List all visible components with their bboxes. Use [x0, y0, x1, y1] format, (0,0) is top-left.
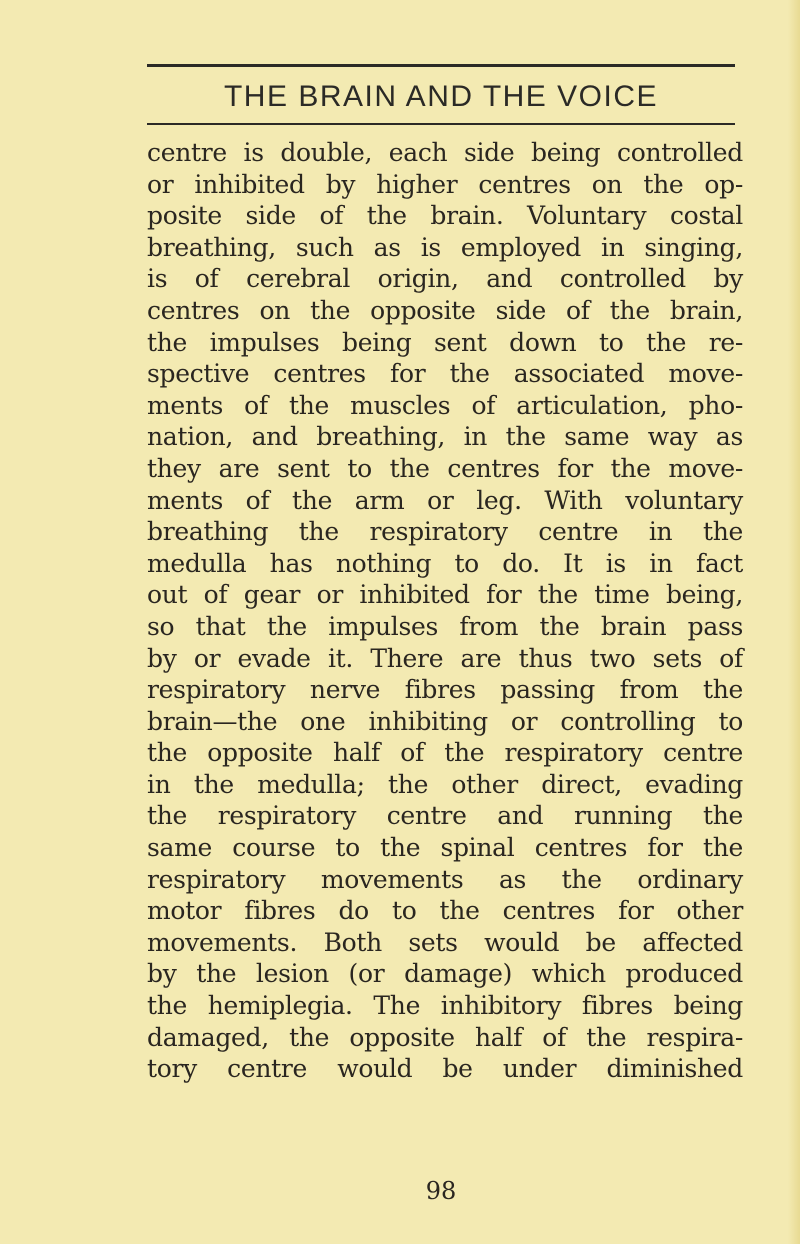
text-line: centres on the opposite side of the brain, — [147, 295, 743, 325]
text-line: or inhibited by higher centres on the op- — [147, 169, 743, 199]
text-line: ments of the arm or leg. With voluntary — [147, 485, 743, 515]
text-line: in the medulla; the other direct, evading — [147, 769, 743, 799]
text-line: ments of the muscles of articulation, pho- — [147, 390, 743, 420]
running-head: THE BRAIN AND THE VOICE — [223, 80, 659, 113]
text-line: by or evade it. There are thus two sets of — [147, 643, 743, 673]
page-number: 98 — [425, 1177, 457, 1205]
text-line: the hemiplegia. The inhibitory fibres being — [147, 991, 743, 1021]
text-line: posite side of the brain. Voluntary costal — [147, 201, 743, 231]
page-edge-shadow — [788, 0, 800, 1244]
text-line: medulla has nothing to do. It is in fact — [147, 548, 743, 578]
text-line: centre is double, each side being controlled — [147, 138, 743, 167]
text-line: the respiratory centre and running the — [147, 801, 743, 831]
text-line: the impulses being sent down to the re- — [147, 327, 743, 357]
text-line: nation, and breathing, in the same way as — [147, 422, 743, 452]
body-text — [147, 137, 743, 1085]
text-line: damaged, the opposite half of the respira- — [147, 1022, 743, 1052]
text-line: is of cerebral origin, and controlled by — [147, 264, 743, 294]
text-line: movements. Both sets would be affected — [147, 927, 743, 957]
text-line: breathing the respiratory centre in the — [147, 517, 743, 547]
text-line: so that the impulses from the brain pass — [147, 611, 743, 641]
text-line: by the lesion (or damage) which produced — [147, 959, 743, 989]
header-rule-bottom — [147, 123, 735, 125]
text-line: spective centres for the associated move- — [147, 359, 743, 389]
text-line: out of gear or inhibited for the time being, — [147, 580, 743, 610]
text-line: tory centre would be under diminished — [147, 1054, 743, 1084]
text-line: they are sent to the centres for the move- — [147, 453, 743, 483]
header-rule-top — [147, 64, 735, 67]
text-line: the opposite half of the respiratory centre — [147, 738, 743, 768]
text-line: same course to the spinal centres for the — [147, 833, 743, 863]
text-line: motor fibres do to the centres for other — [147, 896, 743, 926]
text-line: breathing, such as is employed in singing, — [147, 232, 743, 262]
text-line: respiratory nerve fibres passing from the — [147, 675, 743, 705]
text-line: brain—the one inhibiting or controlling to — [147, 706, 743, 736]
text-line: respiratory movements as the ordinary — [147, 864, 743, 894]
